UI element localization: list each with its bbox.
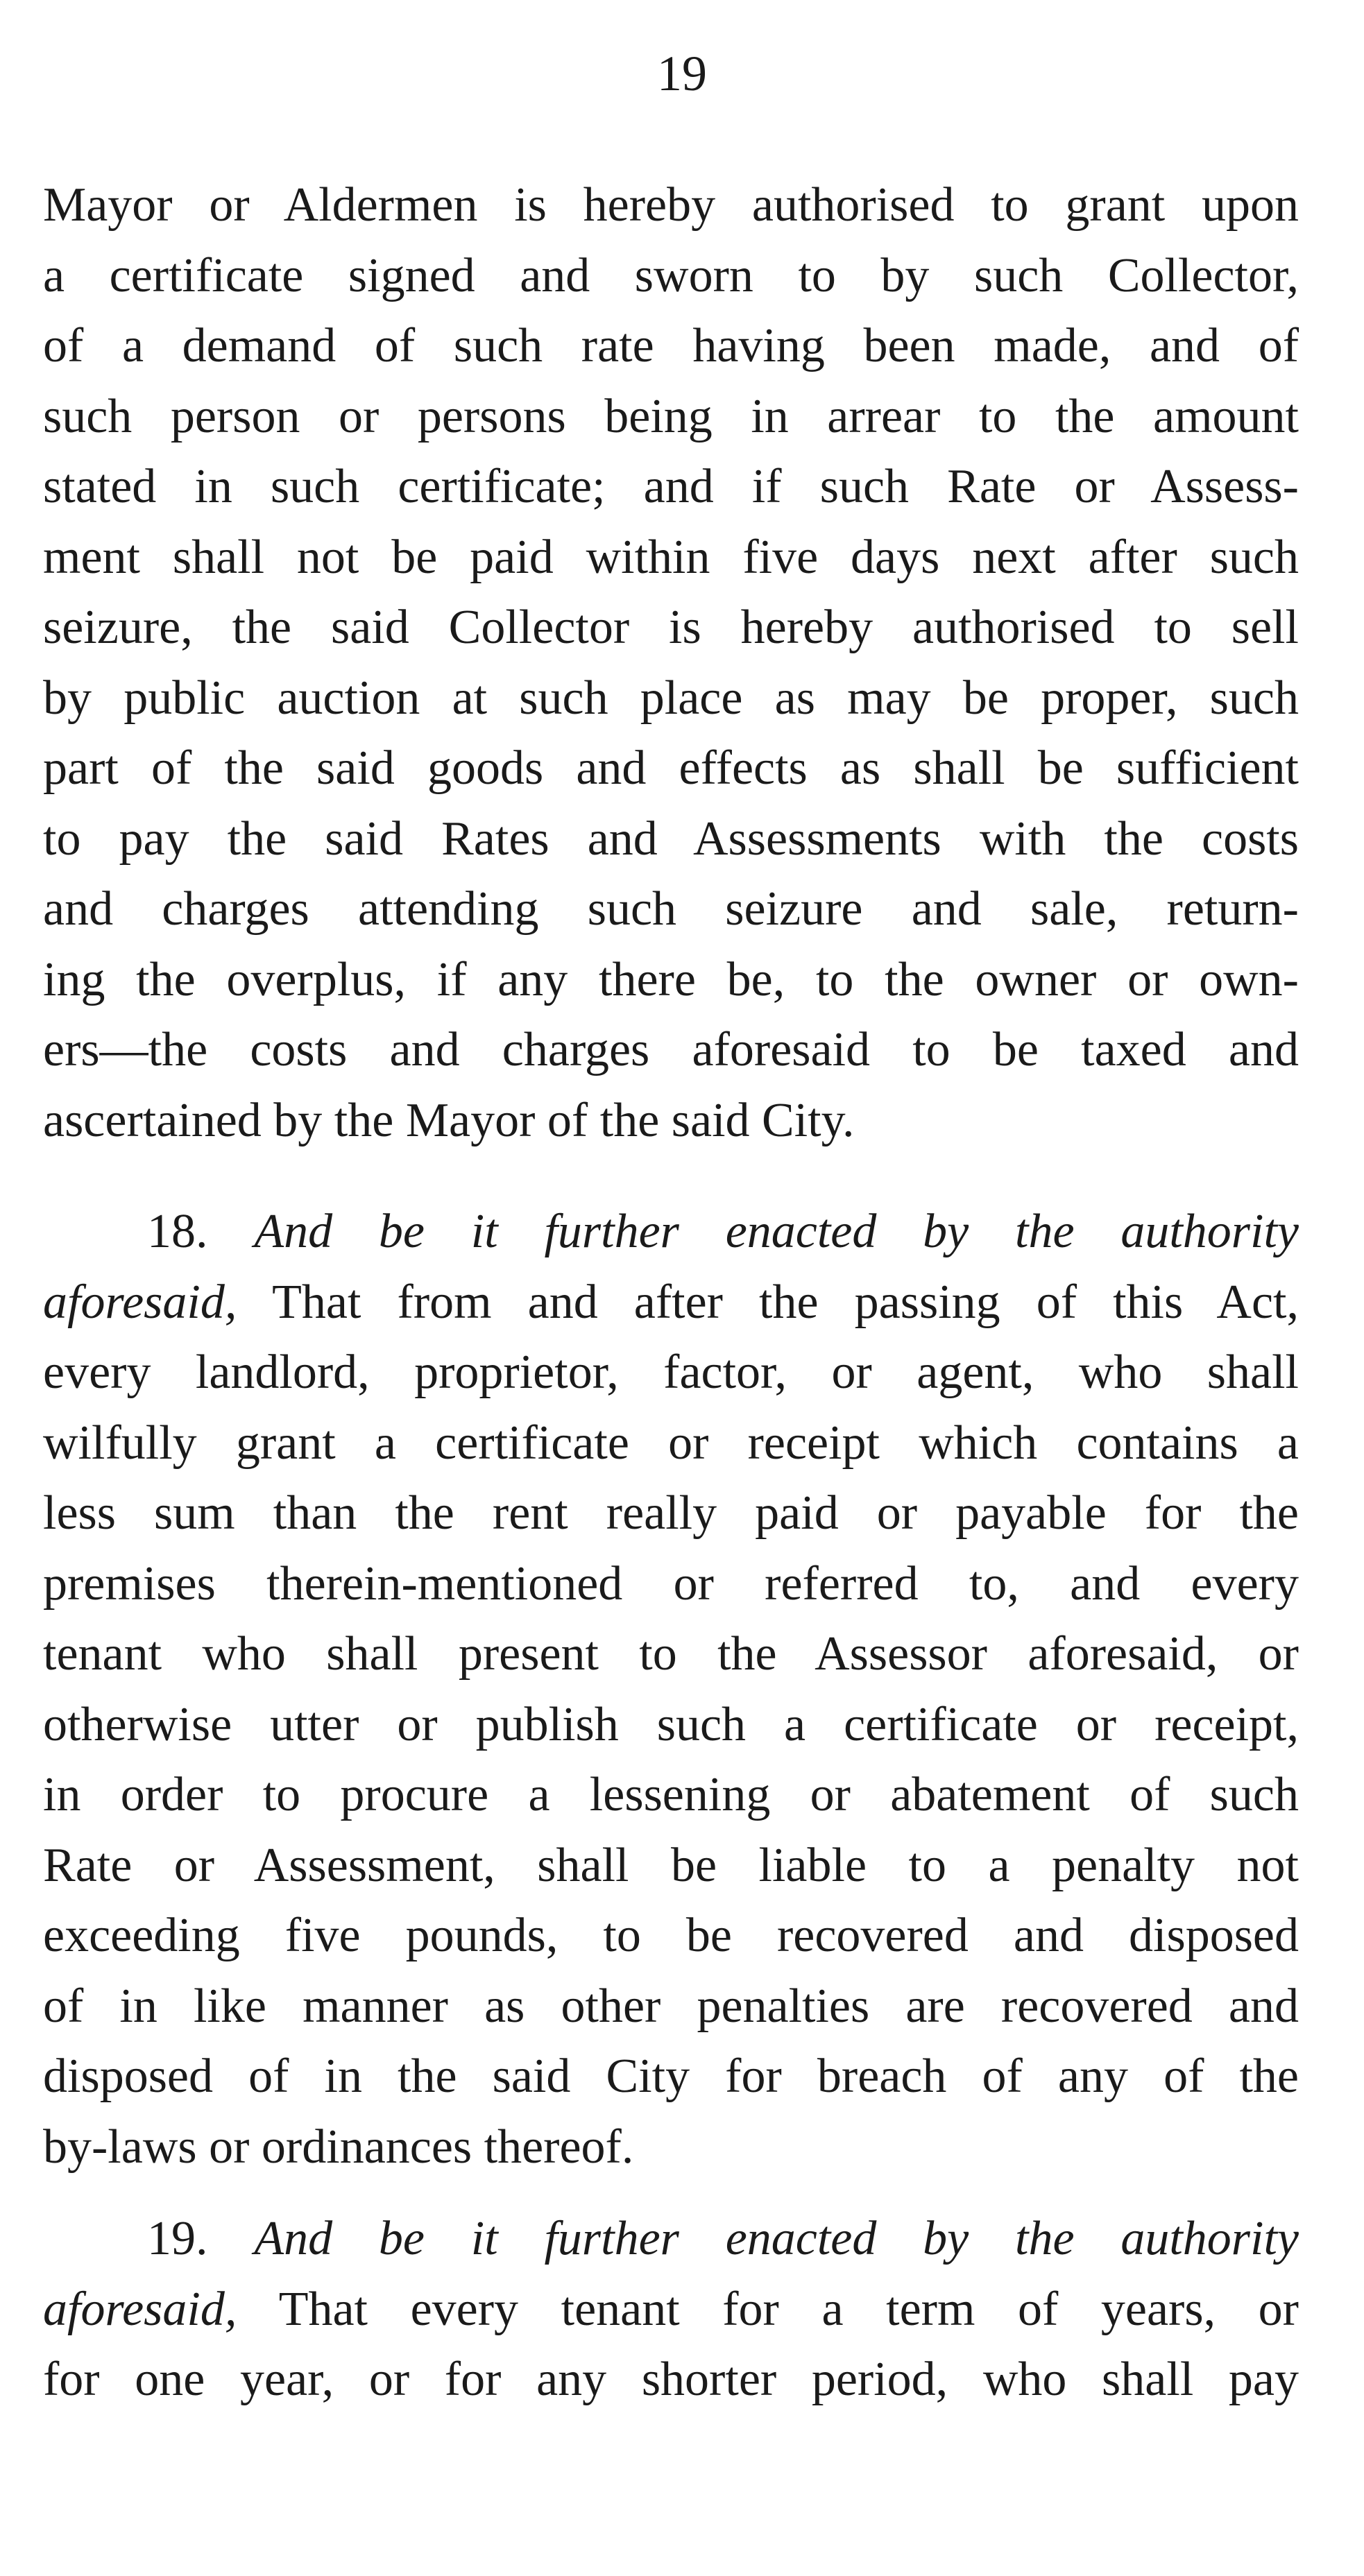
text-line: ment shall not be paid within five days next after such (43, 530, 1299, 584)
text-line: every landlord, proprietor, factor, or agent, who shall (43, 1346, 1299, 1399)
text-fragment: That every tenant for a term of years, or (278, 2282, 1299, 2336)
text-line: for one year, or for any shorter period, who shall pay (43, 2353, 1299, 2406)
text-line: of a demand of such rate having been made, and of (43, 319, 1299, 372)
section-19 (43, 2204, 1299, 2415)
text-line: such person or persons being in arrear to the amount (43, 389, 1299, 443)
text-line: and charges attending such seizure and sale, return- (43, 882, 1299, 936)
text-line: stated in such certificate; and if such Rate or Assess- (43, 460, 1299, 513)
text-line: ascertained by the Mayor of the said City. (43, 1093, 855, 1147)
text-line: by-laws or ordinances thereof. (43, 2120, 634, 2174)
section-number: 19. (147, 2212, 208, 2265)
text-line: wilfully grant a certificate or receipt which contains a (43, 1416, 1299, 1470)
text-line: tenant who shall present to the Assessor aforesaid, or (43, 1627, 1299, 1681)
text-line: a certificate signed and sworn to by such Collector, (43, 248, 1299, 302)
text-line: Mayor or Aldermen is hereby authorised to grant upon (43, 178, 1299, 232)
text-line (43, 1267, 1299, 1338)
section-18 (43, 1196, 1299, 2182)
text-line: disposed of in the said City for breach of any of the (43, 2050, 1299, 2103)
text-line: exceeding five pounds, to be recovered and disposed (43, 1909, 1299, 1962)
text-line: less sum than the rent really paid or payable for the (43, 1486, 1299, 1540)
section-heading-line (43, 2204, 1299, 2274)
text-line: seizure, the said Collector is hereby authorised to sell (43, 601, 1299, 654)
text-line: otherwise utter or publish such a certificate or receipt, (43, 1697, 1299, 1751)
text-line: part of the said goods and effects as shall be sufficient (43, 741, 1299, 795)
paragraph-continuation (43, 170, 1299, 1156)
text-line: ers—the costs and charges aforesaid to be taxed and (43, 1023, 1299, 1076)
section-heading-line (43, 1196, 1299, 1267)
text-line: in order to procure a lessening or abatement of such (43, 1768, 1299, 1821)
enacting-clause: And be it further enacted by the authority (254, 1205, 1299, 1258)
text-line: by public auction at such place as may be proper, such (43, 671, 1299, 725)
text-line: Rate or Assessment, shall be liable to a penalty not (43, 1838, 1299, 1892)
enacting-clause-end: aforesaid, (43, 1275, 237, 1329)
text-line: ing the overplus, if any there be, to the owner or own- (43, 952, 1299, 1006)
text-fragment: That from and after the passing of this Act, (272, 1275, 1299, 1329)
text-line: to pay the said Rates and Assessments with the costs (43, 812, 1299, 866)
page-number: 19 (657, 46, 707, 101)
text-line (43, 2274, 1299, 2345)
text-line: premises therein-mentioned or referred to, and every (43, 1556, 1299, 1611)
enacting-clause-end: aforesaid, (43, 2282, 237, 2336)
text-line: of in like manner as other penalties are recovered and (43, 1979, 1299, 2033)
section-number: 18. (147, 1205, 208, 1258)
enacting-clause: And be it further enacted by the authority (254, 2212, 1299, 2265)
